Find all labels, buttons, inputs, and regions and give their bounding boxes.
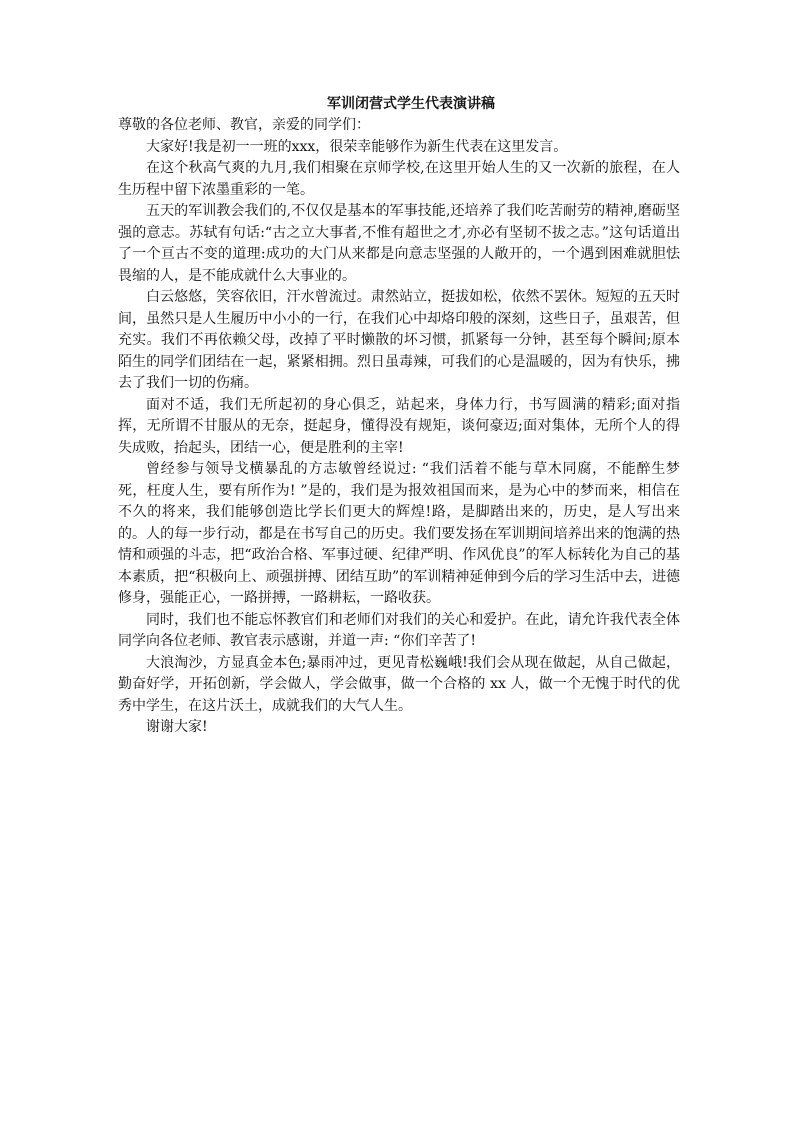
paragraph-fang-zhimin: 曾经参与领导戈横暴乱的方志敏曾经说过: “我们活着不能与草木同腐，不能醉生梦死，枉度人生，要有所作为! ”是的，我们是为报效祖国而来，是为心中的梦而来，相信在不久的将来，我们能够创造比学长们更大的辉煌!路，是脚踏出来的，历史，是人写出来的。人的每一步行动，都是在书写自己的历史。我们要发扬在军训期间培养出来的饱满的热情和顽强的斗志，把“政治合格、军事过硬、纪律严明、作风优良”的军人标转化为自己的基本素质，把“积极向上、顽强拼搏、团结互助”的军训精神延伸到今后的学习生活中去，进德修身，强能正心，一路拼搏，一路耕耘，一路收获。 [118,461,680,606]
document-title: 军训闭营式学生代表演讲稿 [327,96,495,112]
paragraph-five-days: 白云悠悠，笑容依旧，汗水曾流过。肃然站立，挺拔如松，依然不罢休。短短的五天时间，虽然只是人生履历中小小的一行，在我们心中却烙印般的深刻，这些日子，虽艰苦，但充实。我们不再依赖父母，改掉了平时懒散的坏习惯，抓紧每一分钟，甚至每个瞬间;原本陌生的同学们团结在一起，紧紧相拥。烈日虽毒辣，可我们的心是温暖的，因为有快乐，拂去了我们一切的伤痛。 [118,289,680,391]
paragraph-training-skills: 五天的军训教会我们的,不仅仅是基本的军事技能,还培养了我们吃苦耐劳的精神,磨砺坚强的意志。苏轼有句话:“古之立大事者,不惟有超世之才,亦必有坚韧不拔之志。”这句话道出了一个亘古不变的道理:成功的大门从来都是向意志坚强的人敞开的，一个遇到困难就胆怯畏缩的人，是不能成就什么大事业的。 [118,203,680,284]
paragraph-closing: 谢谢大家! [146,719,208,735]
paragraph-autumn: 在这个秋高气爽的九月,我们相聚在京师学校,在这里开始人生的又一次新的旅程，在人生历程中留下浓墨重彩的一笔。 [118,160,680,198]
document-page [118,94,680,739]
paragraph-greeting: 大家好!我是初一一班的xxx，很荣幸能够作为新生代表在这里发言。 [146,138,568,155]
paragraph-thanks-instructors: 同时，我们也不能忘怀教官们和老师们对我们的关心和爱护。在此，请允许我代表全体同学向各位老师、教官表示感谢，并道一声: “你们辛苦了! [118,611,680,649]
paragraph-facing-hardship: 面对不适，我们无所起初的身心俱乏，站起来，身体力行，书写圆满的精彩;面对指挥，无所谓不甘服从的无奈，挺起身，懂得没有规矩，谈何豪迈;面对集体，无所个人的得失成败，抬起头，团结一心，便是胜利的主宰! [118,396,680,456]
salutation: 尊敬的各位老师、教官，亲爱的同学们： [118,117,370,133]
paragraph-resolution: 大浪淘沙，方显真金本色;暴雨冲过，更见青松巍峨!我们会从现在做起，从自己做起，勤奋好学，开拓创新，学会做人，学会做事，做一个合格的 xx 人，做一个无愧于时代的优秀中学生，在这片沃土，成就我们的大气人生。 [118,654,680,714]
